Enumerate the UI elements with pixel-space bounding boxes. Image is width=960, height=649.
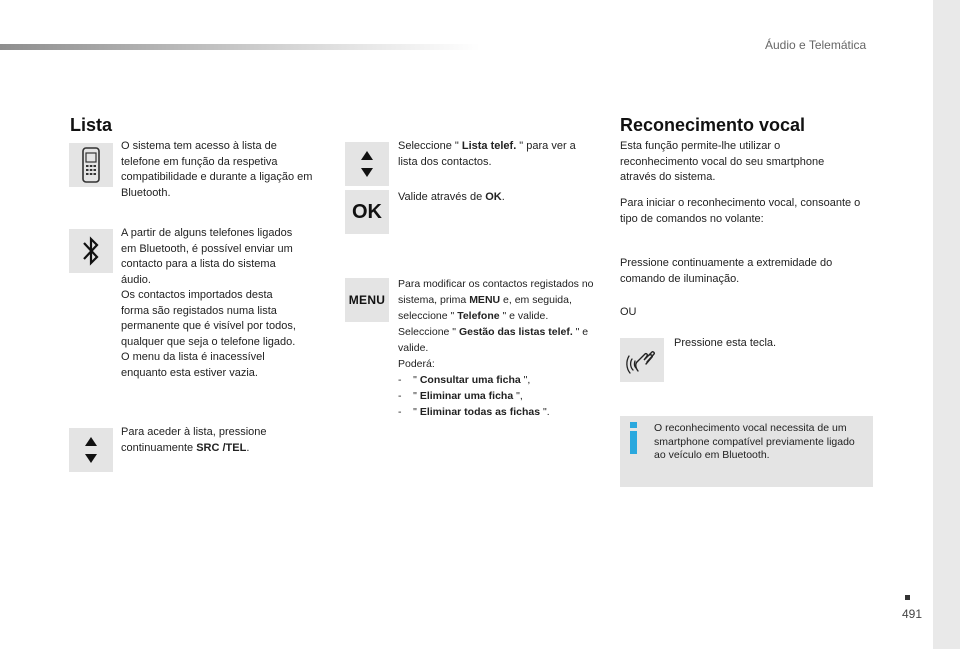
lista-bluetooth-text: A partir de alguns telefones ligados em Bluetooth, é possível enviar um contacto para a lista do sistema áudio. Os contactos importados desta forma são registados numa lista permanente que é visível por todos, qualquer que seja o telefone ligado. O menu da lista é inacessível enquanto esta estiver vazia. [121,227,296,379]
menu-button-icon: MENU [345,278,389,322]
bluetooth-icon [69,229,113,273]
header-gradient-bar [0,44,480,50]
lista-access-text: Para aceder à lista, pressione continuamente SRC /TEL. [121,426,267,454]
page-side-strip [933,0,960,649]
voice-lighting-text: Pressione continuamente a extremidade do comando de iluminação. [620,257,833,285]
voice-hand-icon [620,338,664,382]
info-note [620,416,873,487]
phone-icon [69,143,113,187]
lista-intro-text: O sistema tem acesso à lista de telefone em função da respetiva compatibilidade e durante a ligação em Bluetooth. [121,140,313,199]
or-text: OU [620,306,637,318]
arrows-up-down-icon [69,428,113,472]
lista-heading: Lista [70,115,113,135]
option-delete-all: - " Eliminar todas as fichas ". [398,406,550,418]
modify-contacts-text: Para modificar os contactos registados no sistema, prima MENU e, em seguida, seleccione " Telefone " e valide. Seleccione " Gestão das listas telef. " e valide. Poderá: - " Consultar uma ficha ", - " Eliminar uma ficha ", - " Eliminar todas as fichas ". [398,276,603,420]
info-note-text: O reconhecimento vocal necessita de um smartphone compatível previamente ligado ao veículo em Bluetooth. [654,422,855,461]
press-key-text: Pressione esta tecla. [674,337,777,349]
page-marker [905,595,910,600]
select-list-text: Seleccione " Lista telef. " para ver a lista dos contactos. [398,140,576,168]
validate-text: Valide através de OK. [398,191,505,203]
option-consult: - " Consultar uma ficha ", [398,374,531,386]
page-number: 491 [902,607,923,621]
arrows-up-down-icon [345,142,389,186]
voice-start-text: Para iniciar o reconhecimento vocal, consoante o tipo de comandos no volante: [620,197,861,225]
voice-recognition-heading: Reconecimento vocal [620,115,806,135]
ok-button-icon: OK [345,190,389,234]
option-delete-one: - " Eliminar uma ficha ", [398,390,523,402]
voice-intro-text: Esta função permite-lhe utilizar o reconhecimento vocal do seu smartphone através do sistema. [620,140,825,183]
info-icon [628,422,640,454]
section-title: Áudio e Telemática [765,38,867,52]
